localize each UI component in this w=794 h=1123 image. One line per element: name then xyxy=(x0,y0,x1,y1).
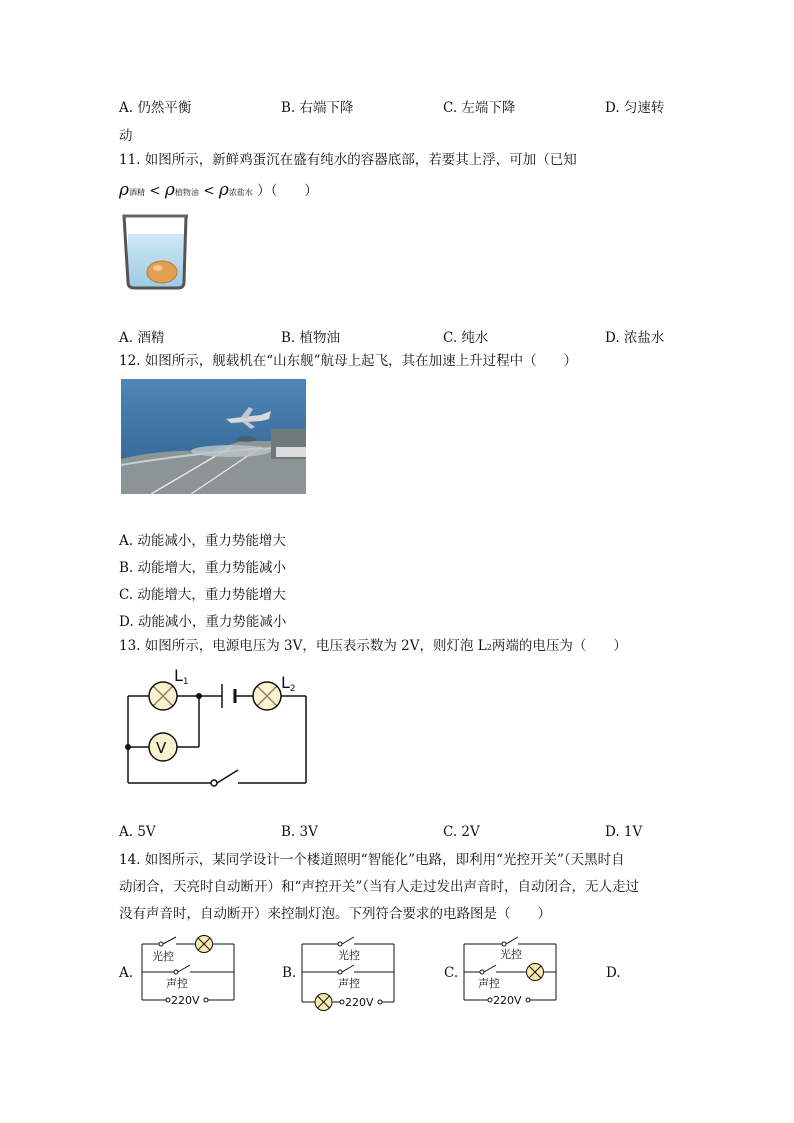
voltmeter-label: V xyxy=(156,739,167,757)
q11-stem: 11. 如图所示，新鲜鸡蛋沉在盛有纯水的容器底部，若要其上浮，可加（已知 xyxy=(119,152,577,168)
lamp-l1-label: L1 xyxy=(174,668,189,687)
q14-option-b-letter: B. xyxy=(282,965,297,981)
sound-switch-label: 声控 xyxy=(478,977,500,990)
carrier-takeoff-photo xyxy=(121,379,306,494)
q12-option-b: B. 动能增大，重力势能减小 xyxy=(119,560,287,576)
q13-option-b: B. 3V xyxy=(281,824,318,840)
q11-density-condition: ρ酒精 < ρ植物油 < ρ浓盐水 ）（ ） xyxy=(119,180,318,200)
q14-circuit-b xyxy=(296,932,400,1014)
q13-option-c: C. 2V xyxy=(443,824,480,840)
q11-option-b: B. 植物油 xyxy=(281,330,341,346)
supply-voltage-label: 220V xyxy=(171,994,200,1007)
q12-option-c: C. 动能增大，重力势能增大 xyxy=(119,587,286,603)
q13-option-a: A. 5V xyxy=(119,824,156,840)
q10-option-a: A. 仍然平衡 xyxy=(119,100,192,116)
q10-option-b: B. 右端下降 xyxy=(281,100,354,116)
beaker-egg-figure xyxy=(120,210,192,290)
q13-circuit-diagram xyxy=(118,668,318,793)
q12-option-a: A. 动能减小，重力势能增大 xyxy=(119,533,286,549)
q11-option-a: A. 酒精 xyxy=(119,330,165,346)
q10-option-d: D. 匀速转 xyxy=(605,100,665,116)
q14-stem-line-3: 没有声音时，自动断开）来控制灯泡。下列符合要求的电路图是（ ） xyxy=(119,906,551,922)
q14-option-a-letter: A. xyxy=(119,965,134,981)
q14-circuit-c xyxy=(458,932,562,1014)
light-switch-label: 光控 xyxy=(338,949,360,962)
lamp-l2-label: L2 xyxy=(281,673,296,694)
q14-circuit-a xyxy=(136,932,240,1014)
q14-stem-line-2: 动闭合，天亮时自动断开）和“声控开关”（当有人走过发出声音时，自动闭合，无人走过 xyxy=(119,879,640,895)
supply-voltage-label: 220V xyxy=(345,996,374,1009)
q14-option-c-letter: C. xyxy=(444,965,459,981)
supply-voltage-label: 220V xyxy=(493,994,522,1007)
q12-option-d: D. 动能减小，重力势能减小 xyxy=(119,614,287,630)
q12-stem: 12. 如图所示，舰载机在“山东舰”航母上起飞，其在加速上升过程中（ ） xyxy=(119,353,578,369)
q14-option-d-letter: D. xyxy=(606,965,621,981)
light-switch-label: 光控 xyxy=(500,948,522,961)
q10-option-wrap: 动 xyxy=(119,128,133,144)
sound-switch-label: 声控 xyxy=(338,977,360,990)
q11-option-c: C. 纯水 xyxy=(443,330,489,346)
q13-option-d: D. 1V xyxy=(605,824,643,840)
sound-switch-label: 声控 xyxy=(166,977,188,990)
q11-option-d: D. 浓盐水 xyxy=(605,330,665,346)
q14-stem-line-1: 14. 如图所示，某同学设计一个楼道照明“智能化”电路，即利用“光控开关”（天黑时自 xyxy=(119,852,625,868)
light-switch-label: 光控 xyxy=(152,950,174,963)
q13-stem: 13. 如图所示，电源电压为 3V，电压表示数为 2V，则灯泡 L2两端的电压为（ ） xyxy=(119,638,627,654)
q10-option-c: C. 左端下降 xyxy=(443,100,516,116)
